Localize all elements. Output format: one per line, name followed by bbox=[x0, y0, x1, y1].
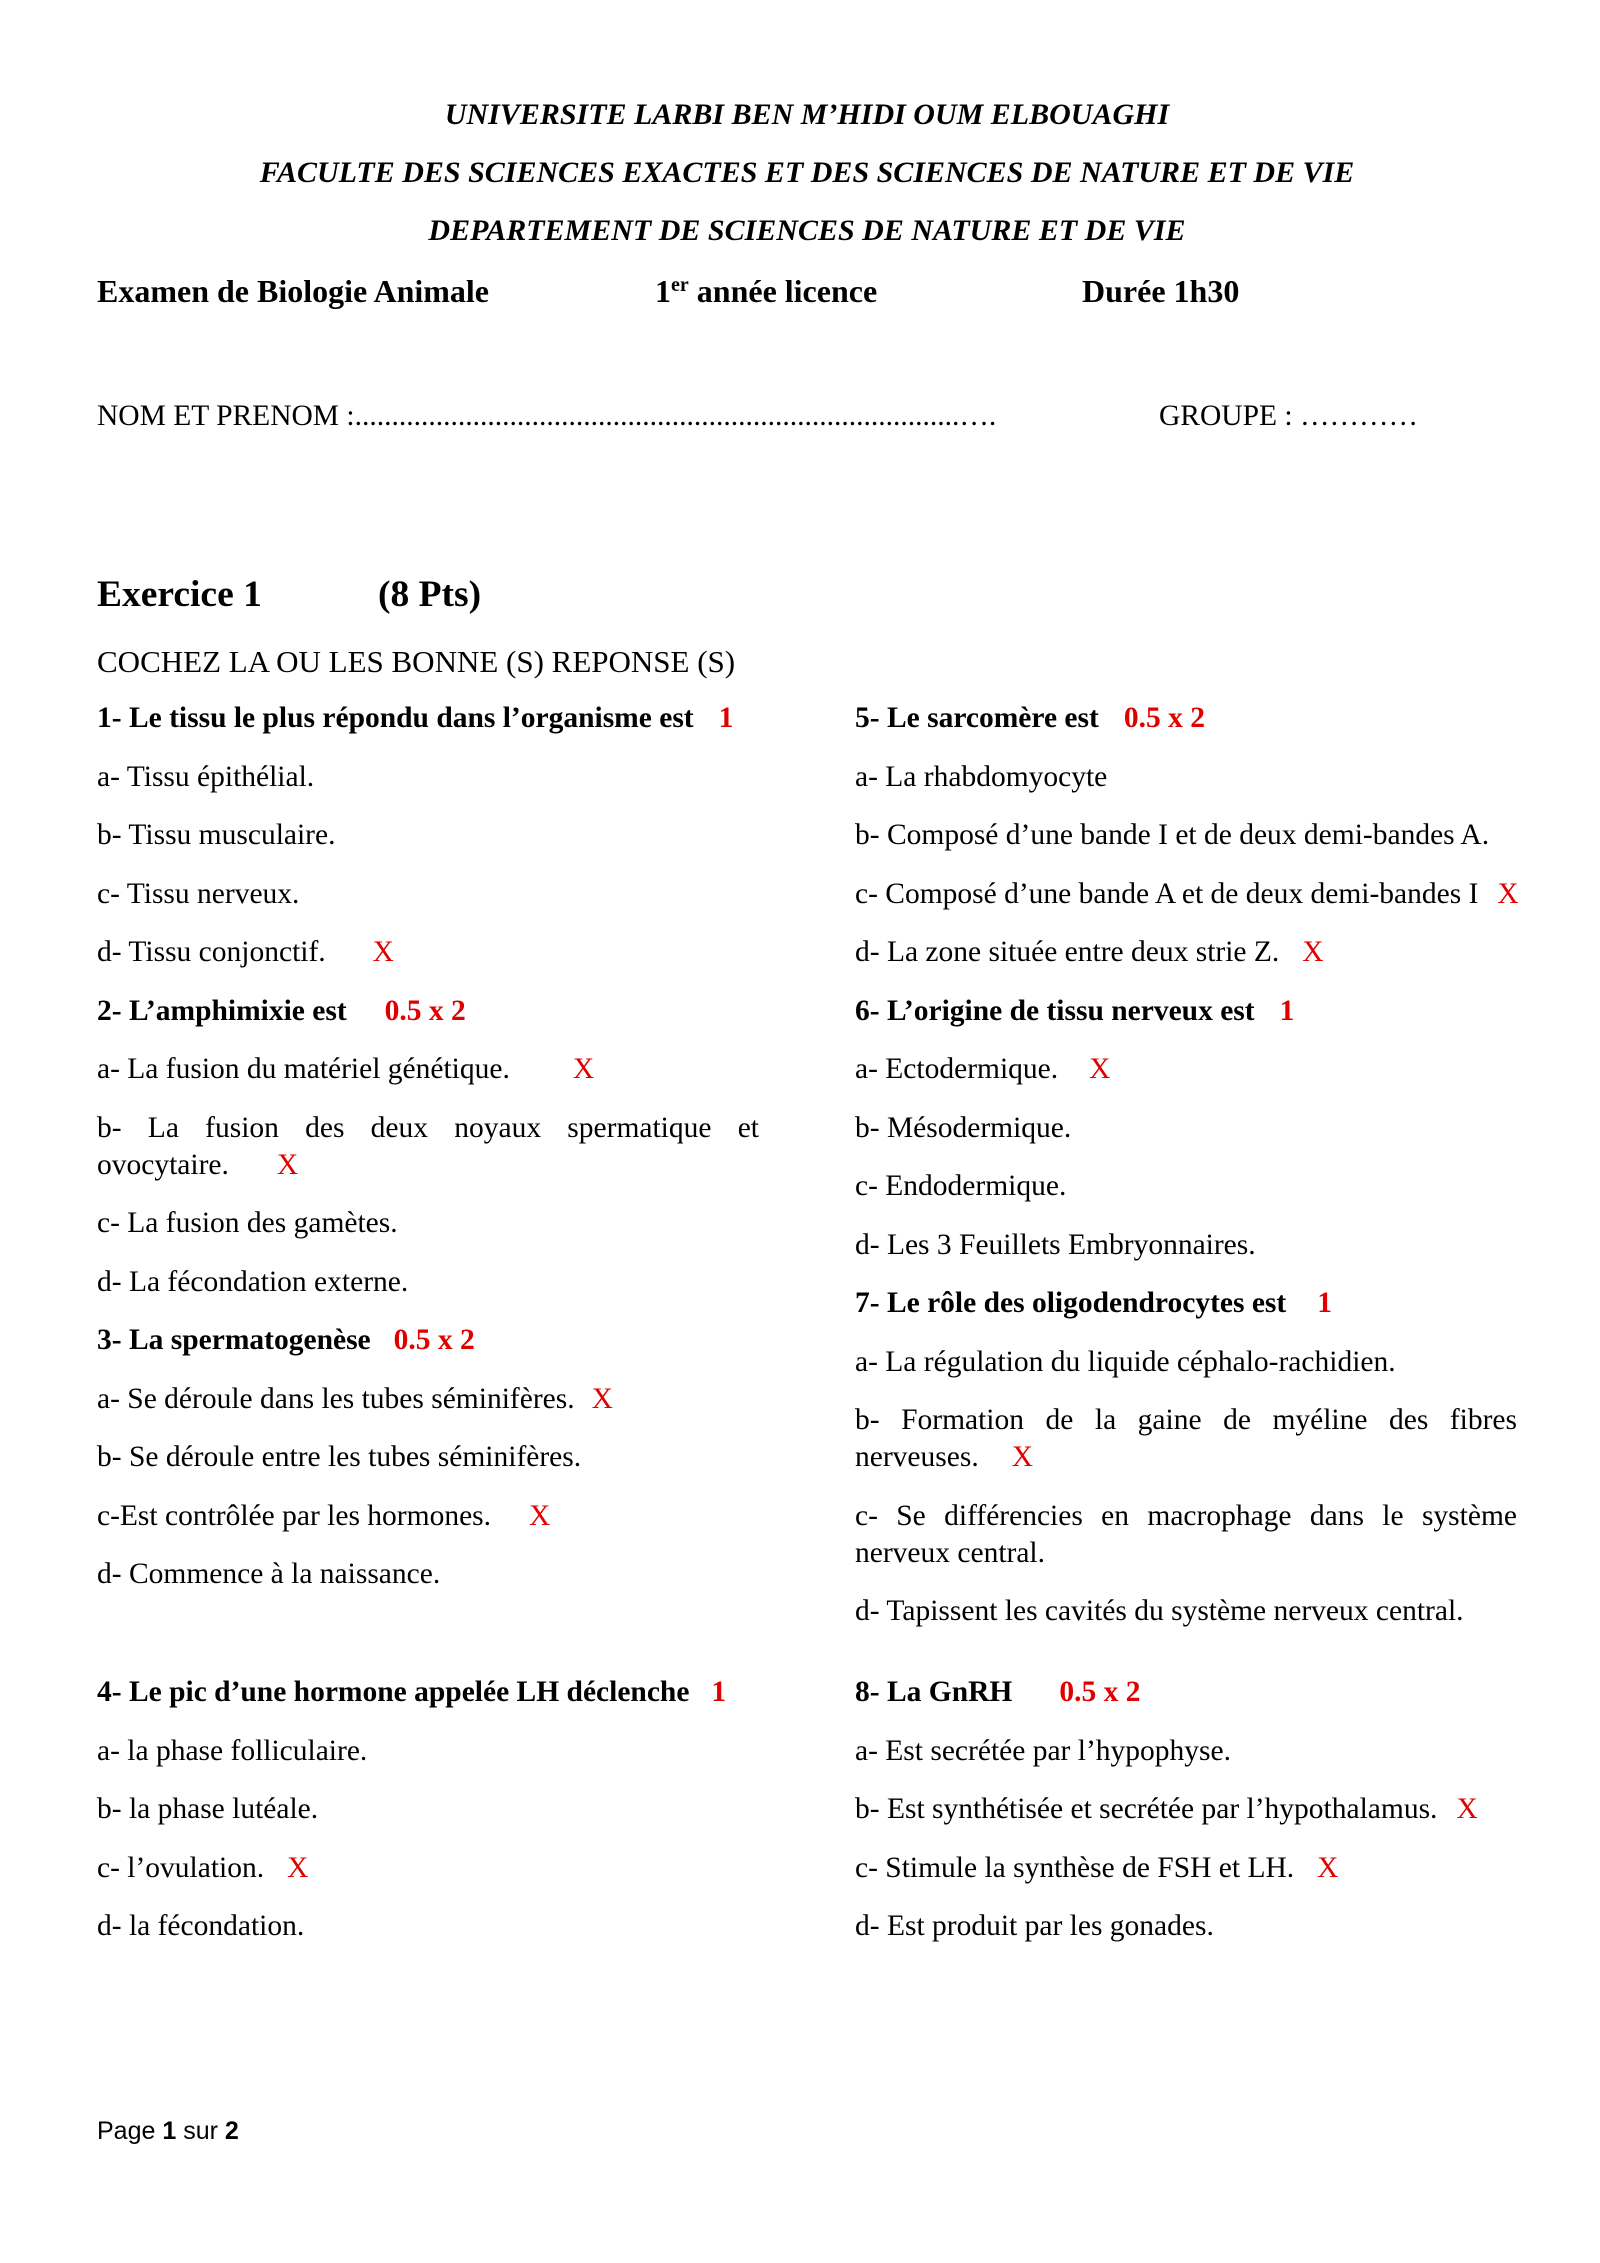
option-text: a- Est secrétée par l’hypophyse. bbox=[855, 1734, 1231, 1767]
student-name-field bbox=[97, 396, 996, 436]
questions-right-column-bottom bbox=[855, 1674, 1517, 1967]
question-2-option-c bbox=[97, 1205, 759, 1242]
option-text: b- Est synthétisée et secrétée par l’hypothalamus. bbox=[855, 1793, 1438, 1825]
score-value: 1 bbox=[1279, 994, 1295, 1027]
question-text: 3- La spermatogenèse bbox=[97, 1324, 371, 1356]
page-label: Page bbox=[97, 2117, 156, 2145]
student-group-label: GROUPE : bbox=[1159, 400, 1293, 432]
question-8-option-a bbox=[855, 1733, 1517, 1770]
option-text: a- La régulation du liquide céphalo-rachidien. bbox=[855, 1345, 1396, 1378]
option-text: d- Commence à la naissance. bbox=[97, 1558, 441, 1590]
option-text: d- La zone située entre deux strie Z. bbox=[855, 936, 1280, 968]
checked-mark: X bbox=[591, 1382, 613, 1415]
department-name: DEPARTEMENT DE SCIENCES DE NATURE ET DE VIE bbox=[428, 214, 1186, 247]
question-8-option-d bbox=[855, 1908, 1517, 1945]
question-5-option-a bbox=[855, 759, 1517, 796]
exercise-heading bbox=[97, 572, 697, 618]
question-7-option-d bbox=[855, 1593, 1517, 1630]
exercise-points: (8 Pts) bbox=[378, 574, 482, 615]
page-total: 2 bbox=[224, 2117, 239, 2145]
option-text: b- Formation de la gaine de myéline des fibres nerveuses. bbox=[855, 1404, 1517, 1473]
level-text: année licence bbox=[696, 273, 878, 309]
question-6-option-d bbox=[855, 1227, 1517, 1264]
question-5-option-d bbox=[855, 934, 1517, 971]
question-3-option-c bbox=[97, 1498, 759, 1535]
question-1-option-d bbox=[97, 934, 759, 971]
option-text: d- Tapissent les cavités du système nerveux central. bbox=[855, 1595, 1464, 1627]
option-text: c- Se différencies en macrophage dans le système nerveux central. bbox=[855, 1499, 1517, 1569]
question-2-option-b bbox=[97, 1110, 759, 1184]
page-current: 1 bbox=[162, 2117, 177, 2145]
question-text: 2- L’amphimixie est bbox=[97, 994, 347, 1027]
student-name-label: NOM ET PRENOM : bbox=[97, 400, 355, 432]
question-1-option-c bbox=[97, 876, 759, 913]
institution-header bbox=[97, 86, 1517, 260]
question-1-option-b bbox=[97, 817, 759, 854]
question-5-title bbox=[855, 700, 1517, 737]
question-3-option-a bbox=[97, 1381, 759, 1418]
question-text: 7- Le rôle des oligodendrocytes est bbox=[855, 1287, 1287, 1319]
question-1-title bbox=[97, 700, 759, 737]
question-6-option-c bbox=[855, 1168, 1517, 1205]
checked-mark: X bbox=[1089, 1053, 1111, 1085]
level-superscript: er bbox=[671, 274, 689, 296]
question-7-option-a bbox=[855, 1344, 1517, 1381]
checked-mark: X bbox=[572, 1053, 595, 1085]
questions-right-column-top bbox=[855, 700, 1517, 1652]
question-4-option-b bbox=[97, 1791, 759, 1828]
student-name-dots: ..................................................................................…. bbox=[354, 400, 997, 432]
option-text: c- La fusion des gamètes. bbox=[97, 1207, 398, 1239]
checked-mark: X bbox=[1011, 1441, 1034, 1473]
page-of: sur bbox=[183, 2117, 218, 2145]
student-group-field bbox=[1159, 396, 1418, 436]
score-value: 0.5 x 2 bbox=[384, 994, 466, 1027]
option-text: b- Composé d’une bande I et de deux demi-bandes A. bbox=[855, 819, 1490, 851]
page-number bbox=[97, 2115, 239, 2147]
checked-mark: X bbox=[287, 1851, 309, 1884]
exam-level bbox=[655, 271, 877, 311]
option-text: d- Les 3 Feuillets Embryonnaires. bbox=[855, 1228, 1256, 1261]
option-text: b- La fusion des deux noyaux spermatique et ovocytaire. bbox=[97, 1111, 759, 1181]
score-value: 0.5 x 2 bbox=[1059, 1676, 1141, 1708]
option-text: d- Tissu conjonctif. bbox=[97, 936, 326, 968]
option-text: c-Est contrôlée par les hormones. bbox=[97, 1499, 492, 1532]
question-5-option-c bbox=[855, 876, 1517, 913]
question-4-option-a bbox=[97, 1733, 759, 1770]
question-6-option-a bbox=[855, 1051, 1517, 1088]
option-text: d- Est produit par les gonades. bbox=[855, 1910, 1214, 1942]
question-7-option-b bbox=[855, 1402, 1517, 1476]
option-text: a- La rhabdomyocyte bbox=[855, 760, 1108, 793]
checked-mark: X bbox=[1317, 1851, 1339, 1884]
question-4-option-c bbox=[97, 1850, 759, 1887]
question-8-option-b bbox=[855, 1791, 1517, 1828]
question-8-title bbox=[855, 1674, 1517, 1711]
questions-left-column-bottom bbox=[97, 1674, 759, 1967]
option-text: b- Tissu musculaire. bbox=[97, 819, 336, 851]
question-4-title bbox=[97, 1674, 759, 1711]
exam-title: Examen de Biologie Animale bbox=[97, 273, 489, 309]
exam-duration: Durée 1h30 bbox=[1082, 273, 1240, 309]
score-value: 0.5 x 2 bbox=[393, 1324, 475, 1356]
question-7-title bbox=[855, 1285, 1517, 1322]
question-3-option-d bbox=[97, 1556, 759, 1593]
score-value: 0.5 x 2 bbox=[1123, 702, 1205, 734]
question-1-option-a bbox=[97, 759, 759, 796]
option-text: a- La fusion du matériel génétique. bbox=[97, 1053, 510, 1085]
questions-left-column-top bbox=[97, 700, 759, 1615]
question-6-title bbox=[855, 993, 1517, 1030]
checked-mark: X bbox=[372, 936, 394, 968]
option-text: a- la phase folliculaire. bbox=[97, 1734, 368, 1767]
question-text: 1- Le tissu le plus répondu dans l’organisme est bbox=[97, 702, 694, 734]
question-8-option-c bbox=[855, 1850, 1517, 1887]
checked-mark: X bbox=[276, 1148, 299, 1181]
question-2-option-a bbox=[97, 1051, 759, 1088]
faculty-name: FACULTE DES SCIENCES EXACTES ET DES SCIENCES DE NATURE ET DE VIE bbox=[259, 156, 1355, 189]
score-value: 1 bbox=[718, 702, 734, 734]
exercise-title: Exercice 1 bbox=[97, 574, 262, 615]
question-5-option-b bbox=[855, 817, 1517, 854]
option-text: d- La fécondation externe. bbox=[97, 1265, 409, 1298]
exercise-instruction: COCHEZ LA OU LES BONNE (S) REPONSE (S) bbox=[97, 644, 736, 679]
score-value: 1 bbox=[1317, 1287, 1332, 1319]
option-text: c- Tissu nerveux. bbox=[97, 877, 300, 910]
option-text: a- Ectodermique. bbox=[855, 1053, 1059, 1085]
student-group-dots: ………… bbox=[1299, 400, 1418, 432]
score-value: 1 bbox=[711, 1676, 727, 1708]
checked-mark: X bbox=[1497, 877, 1519, 910]
option-text: c- Stimule la synthèse de FSH et LH. bbox=[855, 1851, 1295, 1884]
question-2-option-d bbox=[97, 1264, 759, 1301]
option-text: c- l’ovulation. bbox=[97, 1851, 265, 1884]
option-text: b- la phase lutéale. bbox=[97, 1793, 319, 1825]
question-text: 6- L’origine de tissu nerveux est bbox=[855, 994, 1255, 1027]
option-text: d- la fécondation. bbox=[97, 1910, 305, 1942]
question-6-option-b bbox=[855, 1110, 1517, 1147]
option-text: b- Se déroule entre les tubes séminifères. bbox=[97, 1441, 582, 1473]
option-text: c- Endodermique. bbox=[855, 1170, 1067, 1202]
question-3-option-b bbox=[97, 1439, 759, 1476]
option-text: b- Mésodermique. bbox=[855, 1111, 1072, 1144]
checked-mark: X bbox=[529, 1499, 551, 1532]
question-text: 5- Le sarcomère est bbox=[855, 702, 1099, 734]
checked-mark: X bbox=[1302, 936, 1324, 968]
question-2-title bbox=[97, 993, 759, 1030]
question-3-title bbox=[97, 1322, 759, 1359]
option-text: a- Se déroule dans les tubes séminifères. bbox=[97, 1382, 575, 1415]
university-name: UNIVERSITE LARBI BEN M’HIDI OUM ELBOUAGHI bbox=[444, 98, 1170, 131]
question-4-option-d bbox=[97, 1908, 759, 1945]
option-text: a- Tissu épithélial. bbox=[97, 760, 315, 793]
question-text: 8- La GnRH bbox=[855, 1676, 1013, 1708]
question-7-option-c bbox=[855, 1498, 1517, 1572]
option-text: c- Composé d’une bande A et de deux demi-bandes I bbox=[855, 877, 1479, 910]
checked-mark: X bbox=[1456, 1793, 1478, 1825]
level-number: 1 bbox=[655, 273, 671, 309]
question-text: 4- Le pic d’une hormone appelée LH déclenche bbox=[97, 1676, 690, 1708]
